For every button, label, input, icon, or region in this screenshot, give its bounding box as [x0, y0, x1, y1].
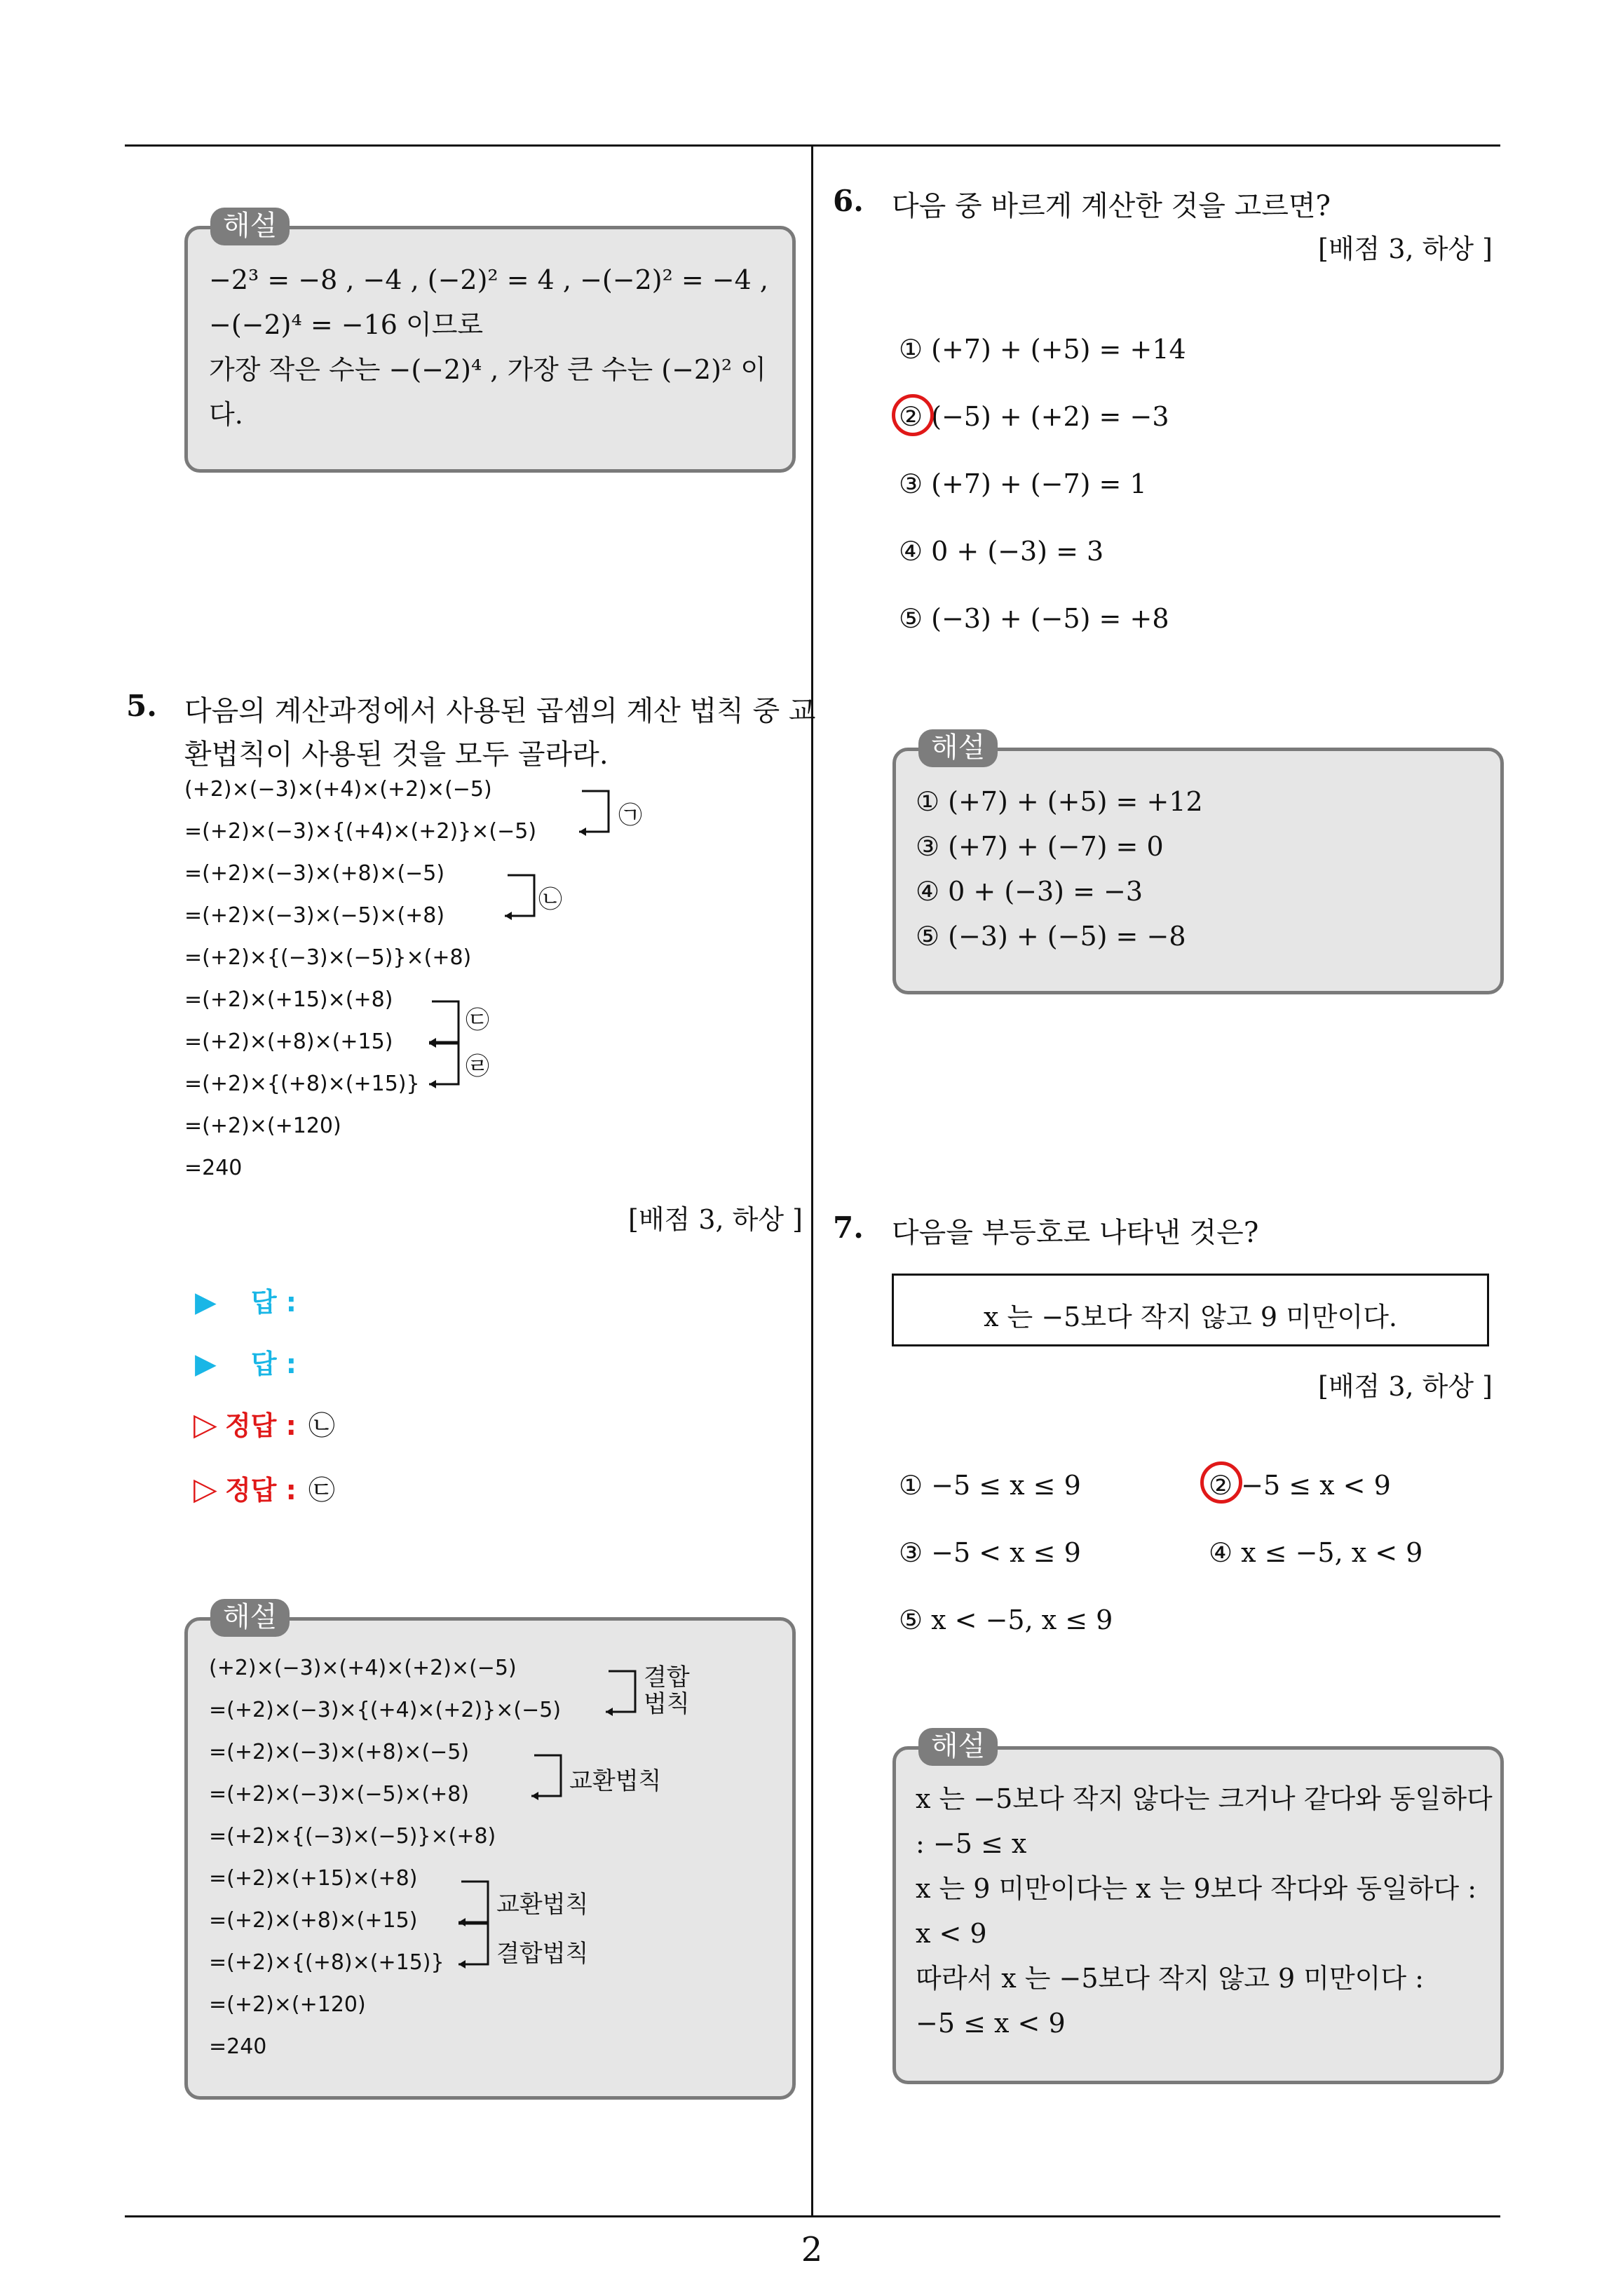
- q7-solution-line-1: x 는 −5보다 작지 않다는 크거나 같다와 동일하다: [916, 1783, 1493, 1814]
- q7-condition-box: [892, 1274, 1489, 1346]
- q7-solution-line-2: : −5 ≤ x: [916, 1828, 1027, 1859]
- q4-solution-line-4: 다.: [209, 399, 243, 430]
- q6-solution-line-4: ⑤ (−3) + (−5) = −8: [916, 921, 1186, 952]
- q5-step-9: =(+2)×(+120): [184, 1114, 341, 1138]
- answer-label: 답 :: [250, 1287, 297, 1318]
- q5-bracket-1: [575, 790, 617, 839]
- q5-sol-step-4: =(+2)×(−3)×(−5)×(+8): [209, 1782, 470, 1807]
- q5-solution-tag: 해설: [210, 1599, 290, 1637]
- q7-solution-tag: 해설: [918, 1728, 998, 1766]
- q4-solution-tag: 해설: [210, 208, 290, 245]
- q7-option-4[interactable]: ④ x ≤ −5, x < 9: [1209, 1537, 1423, 1568]
- q5-sol-bracket-assoc-2: [454, 1922, 496, 1971]
- q4-solution-line-3: 가장 작은 수는 −(−2)⁴ , 가장 큰 수는 (−2)² 이: [209, 354, 766, 385]
- q5-sol-step-1: (+2)×(−3)×(+4)×(+2)×(−5): [209, 1656, 517, 1680]
- q5-step-6: =(+2)×(+15)×(+8): [184, 987, 393, 1012]
- q6-solution-line-1: ① (+7) + (+5) = +12: [916, 786, 1203, 817]
- q6-number: 6.: [833, 184, 864, 218]
- q7-solution-line-4: x < 9: [916, 1918, 987, 1949]
- q5-sol-step-10: =240: [209, 2034, 267, 2059]
- q5-score: [배점 3, 하상 ]: [628, 1204, 803, 1235]
- q5-step-8: =(+2)×{(+8)×(+15)}: [184, 1072, 420, 1096]
- q7-selected-circle: [1200, 1461, 1242, 1504]
- q7-option-2[interactable]: ② −5 ≤ x < 9: [1209, 1470, 1391, 1501]
- q7-question: 다음을 부등호로 나타낸 것은?: [892, 1217, 1259, 1249]
- correct-label: 정답 :: [224, 1475, 297, 1506]
- q6-option-1[interactable]: ① (+7) + (+5) = +14: [899, 334, 1186, 365]
- q6-selected-circle: [892, 394, 934, 436]
- q6-option-2[interactable]: ② (−5) + (+2) = −3: [899, 401, 1169, 432]
- q5-sol-law-comm-2: 교환법칙: [496, 1891, 589, 1919]
- q5-sol-law-assoc-1b: 법칙: [644, 1690, 690, 1718]
- correct-answer-1: ㉡: [308, 1410, 335, 1441]
- q6-option-5[interactable]: ⑤ (−3) + (−5) = +8: [899, 603, 1169, 634]
- q4-solution-line-1: −2³ = −8 , −4 , (−2)² = 4 , −(−2)² = −4 ,: [209, 264, 768, 295]
- q5-step-1: (+2)×(−3)×(+4)×(+2)×(−5): [184, 777, 492, 802]
- q7-solution-box: [892, 1746, 1504, 2084]
- q6-option-4[interactable]: ④ 0 + (−3) = 3: [899, 536, 1104, 567]
- q5-solution-box: [184, 1617, 796, 2100]
- q5-sol-law-assoc-2: 결합법칙: [496, 1940, 589, 1968]
- q5-sol-step-9: =(+2)×(+120): [209, 1992, 366, 2017]
- q7-solution-line-3: x 는 9 미만이다는 x 는 9보다 작다와 동일하다 :: [916, 1873, 1477, 1904]
- q6-question: 다음 중 바르게 계산한 것을 고르면?: [892, 190, 1331, 222]
- correct-label: 정답 :: [224, 1410, 297, 1441]
- q6-score: [배점 3, 하상 ]: [1318, 234, 1493, 264]
- q5-sol-bracket-comm-1: [527, 1754, 569, 1803]
- q6-solution-line-3: ④ 0 + (−3) = −3: [916, 876, 1143, 907]
- q4-solution-line-2: −(−2)⁴ = −16 이므로: [209, 309, 484, 340]
- q5-mark-1: ㉠: [618, 802, 642, 830]
- q6-solution-line-2: ③ (+7) + (−7) = 0: [916, 831, 1164, 862]
- q5-mark-2: ㉡: [538, 886, 562, 914]
- answer-arrow-icon: ▶: [195, 1348, 217, 1380]
- q7-number: 7.: [833, 1210, 864, 1245]
- q5-step-4: =(+2)×(−3)×(−5)×(+8): [184, 903, 445, 928]
- q6-solution-tag: 해설: [918, 729, 998, 767]
- q6-option-3[interactable]: ③ (+7) + (−7) = 1: [899, 468, 1147, 499]
- q5-step-5: =(+2)×{(−3)×(−5)}×(+8): [184, 945, 472, 970]
- q5-step-7: =(+2)×(+8)×(+15): [184, 1029, 393, 1054]
- q4-solution-box: [184, 226, 796, 473]
- q5-step-2: =(+2)×(−3)×{(+4)×(+2)}×(−5): [184, 819, 537, 844]
- correct-arrow-icon: ▷: [193, 1471, 217, 1507]
- answer-arrow-icon: ▶: [195, 1286, 217, 1318]
- q5-answer-row-1: [195, 1281, 297, 1319]
- q5-mark-3: ㉢: [466, 1006, 489, 1034]
- q7-condition-text: x 는 −5보다 작지 않고 9 미만이다.: [984, 1302, 1397, 1332]
- q7-option-5[interactable]: ⑤ x < −5, x ≤ 9: [899, 1605, 1113, 1635]
- q5-number: 5.: [126, 689, 157, 723]
- q7-score: [배점 3, 하상 ]: [1318, 1371, 1493, 1402]
- correct-arrow-icon: ▷: [193, 1407, 217, 1443]
- q5-bracket-2: [501, 874, 543, 923]
- bottom-rule: [125, 2215, 1500, 2217]
- q5-answer-row-2: [195, 1342, 297, 1381]
- q5-question-line-1: 다음의 계산과정에서 사용된 곱셈의 계산 법칙 중 교: [184, 695, 816, 727]
- q5-sol-step-7: =(+2)×(+8)×(+15): [209, 1908, 418, 1933]
- q5-step-10: =240: [184, 1156, 243, 1180]
- q5-bracket-4: [425, 1042, 467, 1091]
- q5-sol-law-comm-1: 교환법칙: [569, 1767, 662, 1795]
- q7-solution-line-5: 따라서 x 는 −5보다 작지 않고 9 미만이다 :: [916, 1963, 1424, 1994]
- q5-sol-bracket-assoc-1: [602, 1670, 644, 1719]
- q7-solution-line-6: −5 ≤ x < 9: [916, 2008, 1066, 2039]
- q5-sol-step-8: =(+2)×{(+8)×(+15)}: [209, 1950, 444, 1975]
- q6-solution-box: [892, 748, 1504, 994]
- q5-mark-4: ㉣: [466, 1053, 489, 1081]
- correct-answer-2: ㉢: [308, 1475, 335, 1506]
- answer-label: 답 :: [250, 1349, 297, 1379]
- q7-option-3[interactable]: ③ −5 < x ≤ 9: [899, 1537, 1081, 1568]
- column-divider: [811, 144, 813, 2217]
- q5-question-line-2: 환법칙이 사용된 것을 모두 골라라.: [184, 738, 609, 771]
- q5-sol-step-5: =(+2)×{(−3)×(−5)}×(+8): [209, 1824, 496, 1849]
- q5-sol-step-6: =(+2)×(+15)×(+8): [209, 1866, 418, 1891]
- q7-option-1[interactable]: ① −5 ≤ x ≤ 9: [899, 1470, 1081, 1501]
- q5-sol-step-2: =(+2)×(−3)×{(+4)×(+2)}×(−5): [209, 1698, 562, 1722]
- q5-correct-row-1: [193, 1404, 335, 1443]
- q5-sol-step-3: =(+2)×(−3)×(+8)×(−5): [209, 1740, 470, 1764]
- q5-sol-law-assoc-1a: 결합: [644, 1663, 690, 1691]
- page-number: 2: [801, 2230, 823, 2269]
- q5-step-3: =(+2)×(−3)×(+8)×(−5): [184, 861, 445, 886]
- q5-correct-row-2: [193, 1468, 335, 1507]
